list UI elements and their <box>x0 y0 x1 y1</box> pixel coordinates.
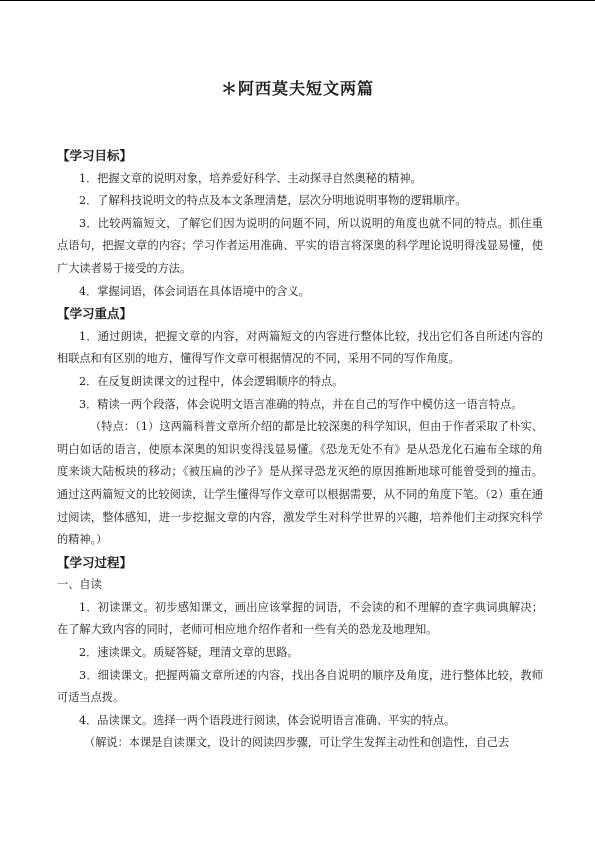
process-item-3: 3．细读课文。把握两篇文章所述的内容，找出各自说明的顺序及角度，进行整体比较，教师可适当点拨。 <box>57 668 543 705</box>
goal-item-1: 1．把握文章的说明对象，培养爱好科学、主动探寻自然奥秘的精神。 <box>79 171 422 185</box>
section-heading-goals: 【学习目标】 <box>57 148 133 163</box>
goal-item-3: 3．比较两篇短文，了解它们因为说明的问题不同，所以说明的角度也就不同的特点。抓住重点语句，把握文章的内容；学习作者运用准确、平实的语言将深奥的科学理论说明得浅显易懂，使广大读者易于接受的方法。 <box>57 216 543 275</box>
page-title: ＊阿西莫夫短文两篇 <box>220 79 374 98</box>
key-point-item-3: 3．精读一两个段落，体会说明文语言准确的特点，并在自己的写作中模仿这一语言特点。 <box>79 397 523 411</box>
goal-item-4: 4．掌握词语，体会词语在具体语境中的含义。 <box>79 284 310 298</box>
key-point-note: （特点：（1）这两篇科普文章所介绍的都是比较深奥的科学知识，但由于作者采取了朴实、明白如话的语言，使原本深奥的知识变得浅显易懂。《恐龙无处不有》是从恐龙化石遍布全球的角度来谈大陆板块的移动；《被压扁的沙子》是从探寻恐龙灭绝的原因推断地球可能曾受到的撞击。通过这两篇短文的比较阅读，让学生懂得写作文章可以根据需要，从不同的角度下笔。（2）重在通过阅读，整体感知，进一步挖掘文章的内容，激发学生对科学世界的兴趣，培养他们主动探究科学的精神。） <box>57 420 543 547</box>
process-item-4: 4．品读课文。选择一两个语段进行阅读，体会说明语言准确、平实的特点。 <box>79 713 456 727</box>
key-point-item-1: 1．通过朗读，把握文章的内容，对两篇短文的内容进行整体比较，找出它们各自所述内容的相联点和有区别的地方，懂得写作文章可根据情况的不同，采用不同的写作角度。 <box>57 329 543 366</box>
section-heading-key-points: 【学习重点】 <box>57 306 133 322</box>
goal-item-2: 2．了解科技说明文的特点及本文条理清楚，层次分明地说明事物的逻辑顺序。 <box>79 194 467 208</box>
process-note: （解说：本课是自读课文，设计的阅读四步骤，可让学生发挥主动性和创造性，自己去 <box>84 736 510 750</box>
process-item-2: 2．速读课文。质疑答疑，理清文章的思路。 <box>79 646 299 660</box>
section-heading-process: 【学习过程】 <box>57 554 133 570</box>
process-item-1: 1．初读课文。初步感知课文，画出应该掌握的词语，不会读的和不理解的查字典词典解决；在了解大致内容的同时，老师可相应地介绍作者和一些有关的恐龙及地理知。 <box>57 600 543 637</box>
process-subheading-self-reading: 一、自读 <box>57 578 102 592</box>
document-body <box>57 145 543 755</box>
key-point-item-2: 2．在反复朗读课文的过程中，体会逻辑顺序的特点。 <box>79 374 344 388</box>
